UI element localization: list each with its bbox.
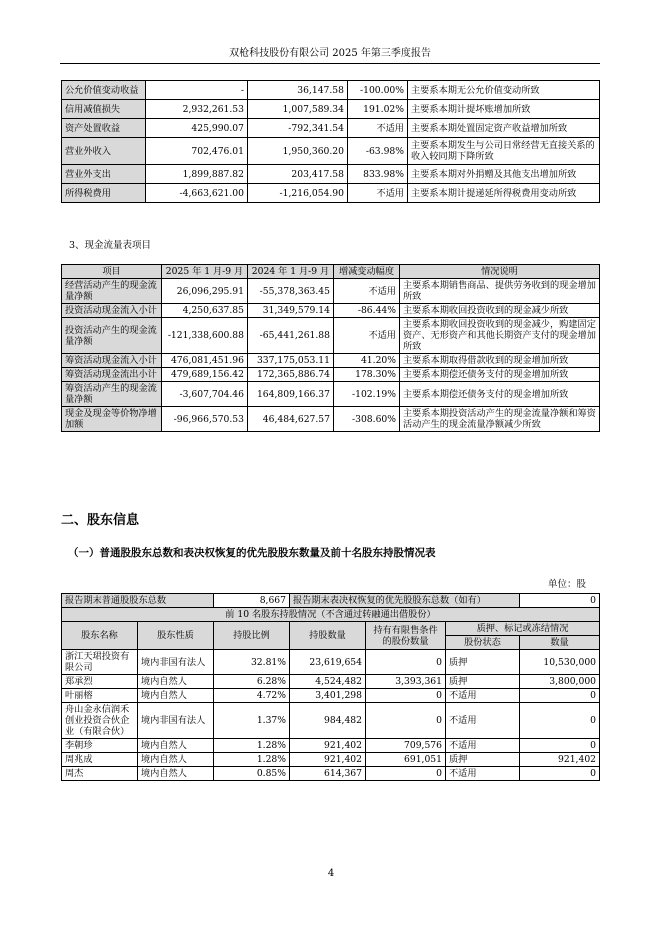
row-note: 主要系本期无公允价值变动所致	[408, 81, 600, 100]
cashflow-table-body	[62, 279, 600, 432]
col-header-shares: 持股数量	[290, 622, 366, 650]
total-holders-value: 8,667	[214, 594, 290, 608]
holder-name: 周杰	[62, 767, 138, 781]
row-change: 不适用	[348, 184, 408, 203]
table-row	[62, 689, 600, 703]
row-note: 主要系本期计提递延所得税费用变动所致	[408, 184, 600, 203]
row-prior: 172,365,886.74	[248, 368, 334, 382]
row-current: 1,899,887.82	[146, 165, 248, 184]
page-header: 双枪科技股份有限公司 2025 年第三季度报告	[60, 44, 600, 64]
holder-pledge-qty: 10,530,000	[520, 650, 600, 675]
cashflow-table	[61, 264, 600, 432]
holder-pledge-qty: 0	[520, 739, 600, 753]
table-row	[62, 318, 600, 354]
holder-ratio: 4.72%	[214, 689, 290, 703]
holder-ratio: 1.28%	[214, 753, 290, 767]
holder-restricted: 3,393,361	[366, 675, 446, 689]
col-header-current: 2025 年 1 月-9 月	[162, 265, 248, 279]
row-item: 投资活动产生的现金流量净额	[62, 318, 162, 354]
holder-shares: 3,401,298	[290, 689, 366, 703]
row-item: 资产处置收益	[62, 119, 146, 138]
row-item: 信用减值损失	[62, 100, 146, 119]
holder-ratio: 1.28%	[214, 739, 290, 753]
row-note: 主要系本期投资活动产生的现金流量净额和筹资活动产生的现金流量净额减少所致	[400, 407, 600, 432]
holder-name: 李朝珍	[62, 739, 138, 753]
unit-label: 单位：股	[547, 579, 586, 590]
table-row	[62, 382, 600, 407]
row-change: 不适用	[334, 318, 400, 354]
holder-nature: 境内非国有法人	[138, 703, 214, 739]
row-prior: 31,349,579.14	[248, 304, 334, 318]
table-row	[62, 119, 600, 138]
row-item: 经营活动产生的现金流量净额	[62, 279, 162, 304]
holder-name: 叶丽榕	[62, 689, 138, 703]
row-change: -86.44%	[334, 304, 400, 318]
holder-shares: 921,402	[290, 753, 366, 767]
col-header-change: 增减变动幅度	[334, 265, 400, 279]
row-current: -	[146, 81, 248, 100]
row-note: 主要系本期发生与公司日常经营无直接关系的收入较同期下降所致	[408, 138, 600, 165]
col-header-nature: 股东性质	[138, 622, 214, 650]
row-change: 178.30%	[334, 368, 400, 382]
holder-name: 周兆成	[62, 753, 138, 767]
holder-shares: 614,367	[290, 767, 366, 781]
holder-ratio: 0.85%	[214, 767, 290, 781]
income-items-table	[61, 80, 600, 203]
row-current: -96,966,570.53	[162, 407, 248, 432]
row-note: 主要系本期计提坏账增加所致	[408, 100, 600, 119]
holder-nature: 境内非国有法人	[138, 650, 214, 675]
holder-shares: 4,524,482	[290, 675, 366, 689]
holder-restricted: 0	[366, 703, 446, 739]
row-current: 702,476.01	[146, 138, 248, 165]
top10-caption: 前 10 名股东持股情况（不含通过转融通出借股份）	[62, 608, 600, 622]
row-prior: -1,216,054.90	[248, 184, 348, 203]
table-row	[62, 279, 600, 304]
row-item: 筹资活动现金流出小计	[62, 368, 162, 382]
holder-pledge-qty: 0	[520, 703, 600, 739]
row-prior: -65,441,261.88	[248, 318, 334, 354]
cashflow-header-row	[62, 265, 600, 279]
holder-pledge-status: 质押	[446, 675, 520, 689]
holder-nature: 境内自然人	[138, 753, 214, 767]
holder-restricted: 709,576	[366, 739, 446, 753]
row-item: 筹资活动产生的现金流量净额	[62, 382, 162, 407]
row-change: -63.98%	[348, 138, 408, 165]
holder-shares: 23,619,654	[290, 650, 366, 675]
row-change: -308.60%	[334, 407, 400, 432]
holder-pledge-qty: 3,800,000	[520, 675, 600, 689]
table-row	[62, 100, 600, 119]
top10-caption-row	[62, 608, 600, 622]
col-header-pledge: 质押、标记或冻结情况	[446, 622, 600, 636]
row-current: 2,932,261.53	[146, 100, 248, 119]
col-header-restricted: 持有有限售条件的股份数量	[366, 622, 446, 650]
income-table-body	[62, 81, 600, 203]
holder-pledge-status: 不适用	[446, 767, 520, 781]
row-prior: 1,950,360.20	[248, 138, 348, 165]
col-header-item: 项目	[62, 265, 162, 279]
holder-restricted: 0	[366, 650, 446, 675]
table-row	[62, 81, 600, 100]
table-row	[62, 138, 600, 165]
table-row	[62, 368, 600, 382]
table-row	[62, 767, 600, 781]
holder-ratio: 1.37%	[214, 703, 290, 739]
table-row	[62, 650, 600, 675]
col-header-pledge-qty: 数量	[520, 636, 600, 650]
holder-ratio: 6.28%	[214, 675, 290, 689]
holder-pledge-status: 不适用	[446, 703, 520, 739]
shareholder-header-row-1	[62, 622, 600, 636]
row-current: 26,096,295.91	[162, 279, 248, 304]
row-change: -100.00%	[348, 81, 408, 100]
col-header-pledge-status: 股份状态	[446, 636, 520, 650]
shareholder-section-title: 二、股东信息	[61, 513, 140, 528]
row-current: 4,250,637.85	[162, 304, 248, 318]
total-holders-label: 报告期末普通股股东总数	[62, 594, 214, 608]
col-header-ratio: 持股比例	[214, 622, 290, 650]
row-current: -121,338,600.88	[162, 318, 248, 354]
row-change: -102.19%	[334, 382, 400, 407]
row-current: 425,990.07	[146, 119, 248, 138]
holder-name: 浙江天珺投资有限公司	[62, 650, 138, 675]
col-header-name: 股东名称	[62, 622, 138, 650]
holder-shares: 984,482	[290, 703, 366, 739]
table-row	[62, 354, 600, 368]
holder-shares: 921,402	[290, 739, 366, 753]
holder-restricted: 0	[366, 767, 446, 781]
row-prior: -792,341.54	[248, 119, 348, 138]
holder-pledge-status: 不适用	[446, 689, 520, 703]
row-change: 不适用	[348, 119, 408, 138]
row-note: 主要系本期对外捐赠及其他支出增加所致	[408, 165, 600, 184]
row-item: 筹资活动现金流入小计	[62, 354, 162, 368]
row-note: 主要系本期销售商品、提供劳务收到的现金增加所致	[400, 279, 600, 304]
col-header-prior: 2024 年 1 月-9 月	[248, 265, 334, 279]
table-row	[62, 753, 600, 767]
pref-holders-label: 报告期末表决权恢复的优先股股东总数（如有）	[290, 594, 520, 608]
table-row	[62, 304, 600, 318]
row-prior: 337,175,053.11	[248, 354, 334, 368]
holder-name: 舟山金永信润禾创业投资合伙企业（有限合伙）	[62, 703, 138, 739]
row-prior: -55,378,363.45	[248, 279, 334, 304]
row-current: -3,607,704.46	[162, 382, 248, 407]
row-item: 所得税费用	[62, 184, 146, 203]
row-prior: 1,007,589.34	[248, 100, 348, 119]
holder-pledge-status: 质押	[446, 753, 520, 767]
row-prior: 36,147.58	[248, 81, 348, 100]
holder-restricted: 0	[366, 689, 446, 703]
holder-pledge-qty: 921,402	[520, 753, 600, 767]
holder-nature: 境内自然人	[138, 689, 214, 703]
row-current: 476,081,451.96	[162, 354, 248, 368]
row-change: 191.02%	[348, 100, 408, 119]
row-change: 833.98%	[348, 165, 408, 184]
shareholder-table	[61, 593, 600, 781]
row-note: 主要系本期收回投资收到的现金减少，购建固定资产、无形资产和其他长期资产支付的现金增加所致	[400, 318, 600, 354]
row-item: 投资活动现金流入小计	[62, 304, 162, 318]
row-item: 营业外支出	[62, 165, 146, 184]
holder-nature: 境内自然人	[138, 739, 214, 753]
holder-pledge-qty: 0	[520, 767, 600, 781]
row-note: 主要系本期偿还债务支付的现金增加所致	[400, 368, 600, 382]
holder-ratio: 32.81%	[214, 650, 290, 675]
row-prior: 46,484,627.57	[248, 407, 334, 432]
page-number: 4	[327, 868, 335, 879]
row-change: 41.20%	[334, 354, 400, 368]
row-item: 营业外收入	[62, 138, 146, 165]
pref-holders-value: 0	[520, 594, 600, 608]
holder-nature: 境内自然人	[138, 767, 214, 781]
col-header-note: 情况说明	[400, 265, 600, 279]
table-row	[62, 165, 600, 184]
shareholder-total-row	[62, 594, 600, 608]
row-prior: 164,809,166.37	[248, 382, 334, 407]
holder-restricted: 691,051	[366, 753, 446, 767]
row-current: -4,663,621.00	[146, 184, 248, 203]
table-row	[62, 184, 600, 203]
row-item: 现金及现金等价物净增加额	[62, 407, 162, 432]
holder-name: 郑承烈	[62, 675, 138, 689]
table-row	[62, 703, 600, 739]
table-row	[62, 739, 600, 753]
row-current: 479,689,156.42	[162, 368, 248, 382]
holder-pledge-status: 质押	[446, 650, 520, 675]
row-note: 主要系本期取得借款收到的现金增加所致	[400, 354, 600, 368]
holder-pledge-qty: 0	[520, 689, 600, 703]
row-prior: 203,417.58	[248, 165, 348, 184]
table-row	[62, 675, 600, 689]
shareholder-subtitle: （一）普通股股东总数和表决权恢复的优先股股东数量及前十名股东持股情况表	[68, 547, 436, 559]
row-note: 主要系本期处置固定资产收益增加所致	[408, 119, 600, 138]
row-item: 公允价值变动收益	[62, 81, 146, 100]
row-change: 不适用	[334, 279, 400, 304]
cashflow-section-title: 3、现金流量表项目	[69, 240, 152, 251]
holder-pledge-status: 不适用	[446, 739, 520, 753]
table-row	[62, 407, 600, 432]
row-note: 主要系本期收回投资收到的现金减少所致	[400, 304, 600, 318]
holder-nature: 境内自然人	[138, 675, 214, 689]
row-note: 主要系本期偿还债务支付的现金增加所致	[400, 382, 600, 407]
shareholder-table-body	[62, 594, 600, 781]
